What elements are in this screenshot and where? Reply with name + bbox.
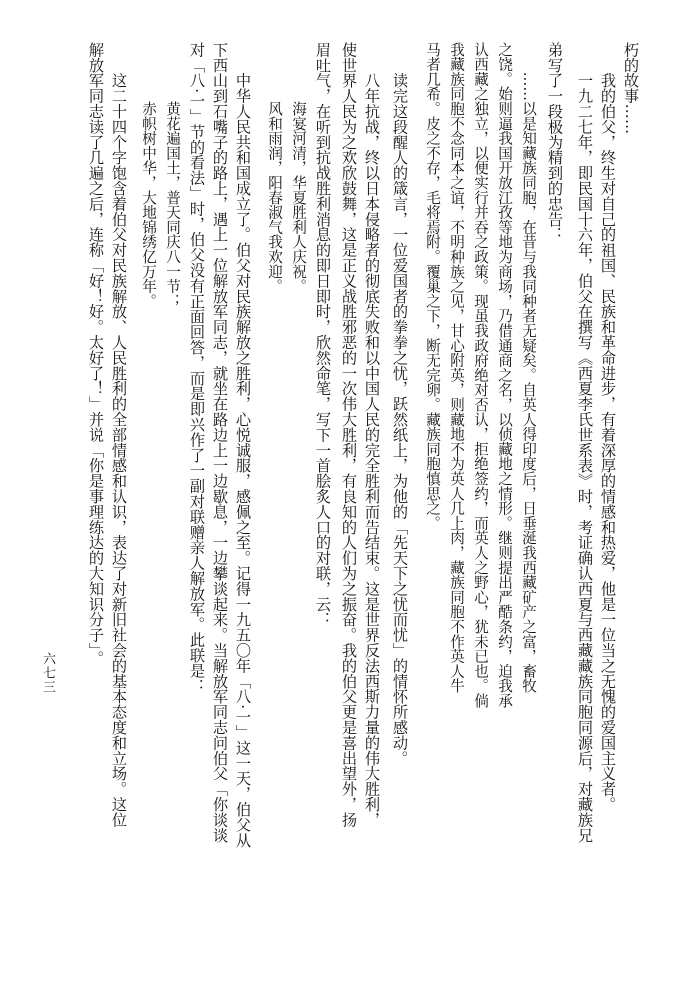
quote-column-2: 之饶。始则逼我国开放江孜等地为商场，乃借通商之名，以侦藏地之情形。继则提出严酷条约，迫我承 (496, 42, 513, 708)
text-column-9: 中华人民共和国成立了。伯父对民族解放之胜利，心悦诚服，感佩之至。记得一九五〇年「八·一」这一天，伯父从 (234, 42, 252, 848)
quote-column-3: 认西藏之独立，以便实行并吞之政策。现虽我政府绝对否认，拒绝签约，而英人之野心，犹未已也。倘 (472, 42, 489, 708)
couplet-line-1: 海宴河清，华夏胜利人庆祝。 (290, 42, 307, 294)
text-column-11: 对「八·一」节的看法」时，伯父没有正面回答，而是即兴作了一副对联赠亲人解放军。此联是： (188, 42, 206, 694)
text-column-5: 读完这段醒人的箴言，一位爱国者的拳拳之忧，跃然纸上，为他的「先天下之忧而忧」的情怀所感动。 (391, 42, 409, 766)
couplet-line-4: 赤帜树中华，大地锦绣亿万年。 (140, 42, 157, 309)
couplet-line-2: 风和雨润，阳春淑气我欢迎。 (266, 42, 283, 294)
quote-column-4: 我藏族同胞不念同本之谊，不明种族之见，甘心附英，则藏地不为英人几上肉，藏族同胞不作英人牛 (448, 42, 465, 694)
quote-column-5: 马者几希。皮之不存，毛将焉附。覆巢之下，断无完卵。藏族同胞慎思之。 (424, 42, 441, 531)
text-column-6: 八年抗战，终以日本侵略者的彻底失败和以中国人民的完全胜利而告结束。这是世界反法西斯力量的伟大胜利， (363, 42, 381, 828)
quote-column-1: ……以是知藏族同胞，在昔与我同种者无疑矣。自英人得印度后，日垂涎我西藏矿产之富，畜牧 (520, 42, 537, 694)
text-column-12: 这二十四个字饱含着伯父对民族解放、人民胜利的全部情感和认识，表达了对新旧社会的基本态度和立场。这位 (110, 42, 128, 828)
page-number: 六七三 (40, 652, 55, 694)
text-column-10: 下西山到石嘴子的路上，遇上一位解放军同志，就坐在路边上一边歇息，一边攀谈起来。当解放军同志问伯父「你谈谈 (211, 42, 229, 843)
text-column-4: 弟写了一段极为精到的忠告： (546, 42, 564, 243)
text-column-7: 使世界人民为之欢欣鼓舞，这是正义战胜邪恶的一次伟大胜利，有良知的人们为之振奋。我的伯父更是喜出望外，扬 (340, 42, 358, 828)
text-column-2: 我的伯父，终生对自己的祖国、民族和革命进步，有着深厚的情感和热爱，他是一位当之无愧的爱国主义者。 (599, 42, 617, 812)
text-column-1: 朽的故事…… (622, 42, 640, 135)
couplet-line-3: 黄花遍国土，普天同庆八一节； (164, 42, 181, 309)
text-column-13: 解放军同志读了几遍之后，连称「好！好。太好了！」并说「你是事理练达的大知识分子」。 (87, 42, 105, 666)
text-column-8: 眉吐气，在听到抗战胜利消息的即日即时，欣然命笔，写下一首脍炙人口的对联，云： (314, 42, 332, 628)
text-column-3: 一九二七年，即民国十六年，伯父在撰写《西夏李氏世系表》时，考证确认西夏与西藏藏族同胞同源后，对藏族兄 (576, 42, 594, 843)
